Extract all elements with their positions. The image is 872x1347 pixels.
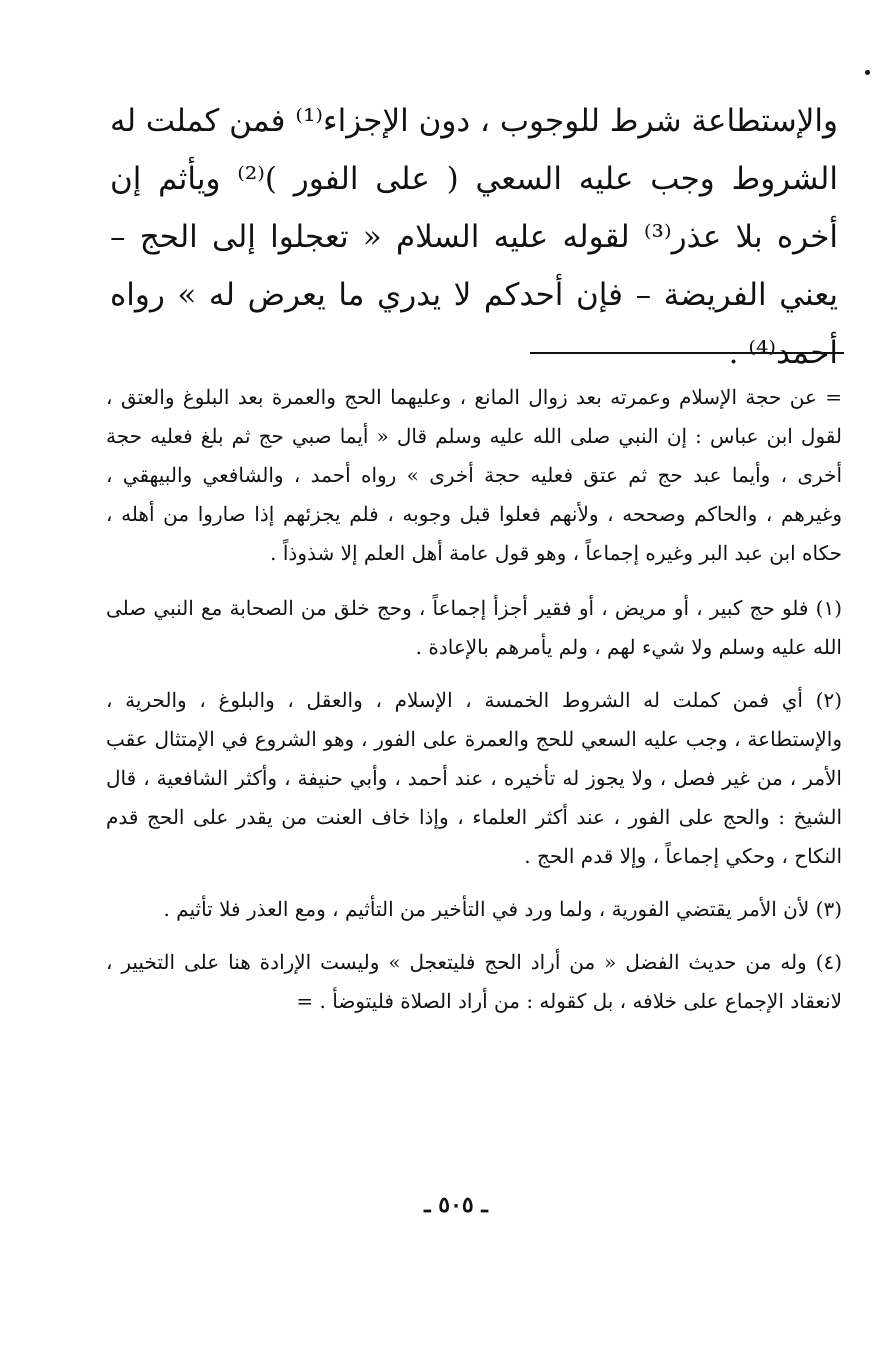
footnote-separator xyxy=(530,352,844,354)
footnotes-block xyxy=(106,378,842,1035)
footnote-continuation: = عن حجة الإسلام وعمرته بعد زوال المانع ، وعليهما الحج والعمرة بعد البلوغ والعتق ، لقول ابن عباس : إن النبي صلى الله عليه وسلم قال « أيما صبي حج ثم بلغ فعليه حجة أخرى ، وأيما عبد حج ثم عتق فعليه حجة أخرى » رواه أحمد ، والشافعي والبيهقي ، وغيرهم ، والحاكم وصححه ، ولأنهم فعلوا قبل وجوبه ، فلم يجزئهم إذا صاروا من أهله ، حكاه ابن عبد البر وغيره إجماعاً ، وهو قول عامة أهل العلم إلا شذوذاً . xyxy=(106,385,842,565)
footnote-2: (٢) أي فمن كملت له الشروط الخمسة ، الإسلام ، والعقل ، والبلوغ ، والحرية ، والإستطاعة ، وجب عليه السعي للحج والعمرة على الفور ، وهو الشروع في الإمتثال عقب الأمر ، من غير فصل ، ولا يجوز له تأخيره ، عند أحمد ، وأبي حنيفة ، وأكثر الشافعية ، قال الشيخ : والحج على الفور ، عند أكثر العلماء ، وإذا خاف العنت من يقدر على الحج قدم النكاح ، وحكي إجماعاً ، وإلا قدم الحج . xyxy=(106,688,842,868)
main-text-block xyxy=(110,92,838,382)
page-number: ـ ٥٠٥ ـ xyxy=(424,1192,488,1218)
footnote-1: (١) فلو حج كبير ، أو مريض ، أو فقير أجزأ إجماعاً ، وحج خلق من الصحابة مع النبي صلى الله عليه وسلم ولا شيء لهم ، ولم يأمرهم بالإعادة . xyxy=(106,596,842,659)
main-paragraph: والإستطاعة شرط للوجوب ، دون الإجزاء⁽¹⁾ فمن كملت له الشروط وجب عليه السعي ( على الفور )⁽²⁾ ويأثم إن أخره بلا عذر⁽³⁾ لقوله عليه السلام « تعجلوا إلى الحج – يعني الفريضة – فإن أحدكم لا يدري ما يعرض له » رواه أحمد⁽⁴⁾ . xyxy=(109,103,838,371)
footnote-3: (٣) لأن الأمر يقتضي الفورية ، ولما ورد في التأخير من التأثيم ، ومع العذر فلا تأثيم . xyxy=(163,897,842,921)
margin-dot xyxy=(865,70,870,75)
footnote-4: (٤) وله من حديث الفضل « من أراد الحج فليتعجل » وليست الإرادة هنا على التخيير ، لانعقاد الإجماع على خلافه ، بل كقوله : من أراد الصلاة فليتوضأ . = xyxy=(106,950,842,1013)
